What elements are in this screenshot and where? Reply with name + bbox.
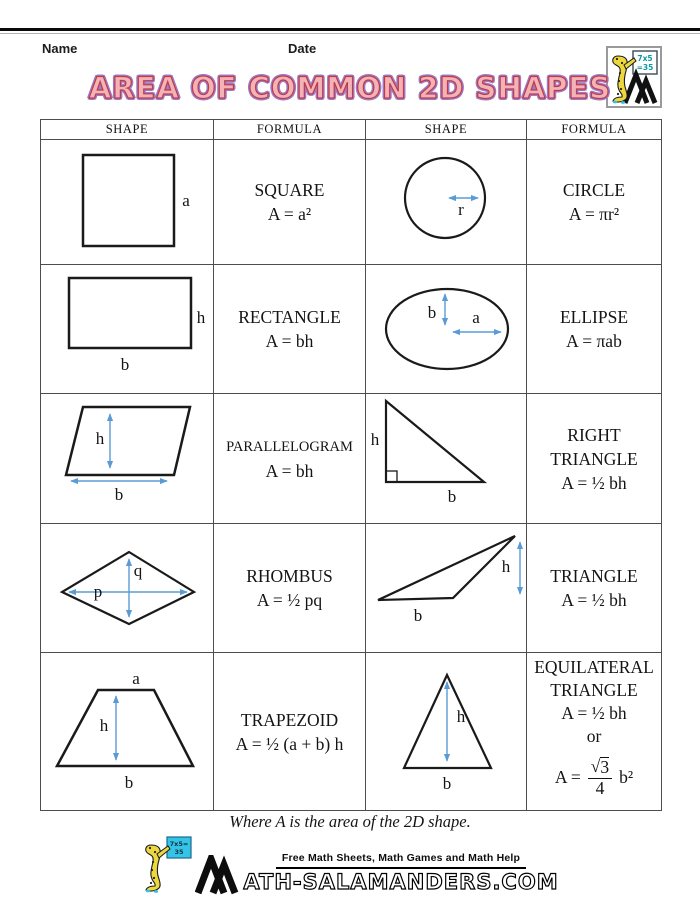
equilateral-formula-1: A = ½ bh [561,703,627,723]
footer-tagline: Free Math Sheets, Math Games and Math Help [276,852,526,869]
radical-sign: √ [590,756,601,776]
right-triangle-base-label: b [447,487,457,506]
circle-formula: A = πr² [568,204,620,224]
parallelogram-name: PARALLELOGRAM [226,438,353,455]
footer-logo-text [243,852,558,894]
formula-table [40,119,662,811]
circle-formula-cell [527,140,661,265]
parallelogram-shape-cell [41,394,214,524]
name-label: Name [42,41,78,56]
circle-shape-cell [366,140,527,265]
rhombus-p-label: p [93,582,103,601]
rhombus-name: RHOMBUS [246,566,333,586]
parallelogram-base-label: b [114,485,124,504]
ellipse-formula-cell [527,265,661,394]
header-formula-1: FORMULA [214,120,366,140]
triangle-formula-cell [527,524,661,653]
circle-name: CIRCLE [562,180,626,200]
rectangle-shape-cell [41,265,214,394]
triangle-name: TRIANGLE [550,566,638,586]
radicand: 3 [600,757,610,777]
parallelogram-formula: A = bh [265,460,314,481]
equilateral-formula-2-suffix: b² [619,767,634,788]
right-triangle-shape-cell [366,394,527,524]
equilateral-name-line2: TRIANGLE [550,680,638,700]
trapezoid-height-label: h [99,716,109,735]
rectangle-base-label: b [120,355,130,374]
equilateral-formula-2 [555,757,633,799]
triangle-base-label: b [413,606,423,625]
right-triangle-name-line1: RIGHT [567,424,621,445]
top-rule-thick [0,28,700,31]
ellipse-shape-cell [366,265,527,394]
ellipse-name: ELLIPSE [559,307,629,327]
ellipse-formula: A = πab [566,331,622,351]
denominator: 4 [595,778,605,799]
trapezoid-formula: A = ½ (a + b) h [235,733,344,754]
triangle-shape-cell [366,524,527,653]
rhombus-q-label: q [133,561,143,580]
footer-salamander-icon [141,836,193,894]
ellipse-b-label: b [427,303,437,322]
rhombus-formula-cell [214,524,366,653]
header-shape-1: SHAPE [41,120,214,140]
footer-logo [0,836,700,894]
sqrt3-over-4-fraction [588,757,612,799]
triangle-formula: A = ½ bh [561,590,627,610]
trapezoid-formula-cell [214,653,366,810]
rhombus-shape-cell [41,524,214,653]
equilateral-formula-2-prefix: A = [554,767,581,788]
trapezoid-name: TRAPEZOID [240,709,339,730]
footer-board-line2: 35 [174,848,184,856]
square-name: SQUARE [254,180,325,200]
rectangle-height-label: h [196,308,206,327]
trapezoid-base-label: b [124,773,134,792]
equilateral-base-label: b [442,774,452,793]
square-formula: A = a² [267,204,312,224]
square-side-label: a [182,191,190,210]
top-rule-thin [0,33,700,34]
right-triangle-name-line2: TRIANGLE [550,448,638,469]
trapezoid-top-label: a [132,669,140,688]
square-shape-cell [41,140,214,265]
trapezoid-shape-cell [41,653,214,810]
header-shape-2: SHAPE [366,120,527,140]
equilateral-or: or [586,726,602,746]
header-formula-2: FORMULA [527,120,661,140]
triangle-height-label: h [501,557,511,576]
parallelogram-height-label: h [95,429,105,448]
equilateral-formula-cell [527,653,661,810]
square-formula-cell [214,140,366,265]
equilateral-name-line1: EQUILATERAL [534,657,654,677]
logo-board-line2: =35 [636,63,654,72]
parallelogram-formula-cell [214,394,366,524]
page-title: AREA OF COMMON 2D SHAPES [88,71,612,105]
rectangle-formula-cell [214,265,366,394]
right-triangle-formula-cell [527,394,661,524]
right-triangle-formula: A = ½ bh [561,472,627,493]
footer-site-name: ATH-SALAMANDERS.COM [243,870,559,894]
rhombus-formula: A = ½ pq [256,590,323,610]
circle-radius-label: r [458,200,464,219]
right-triangle-height-label: h [370,430,380,449]
footnote: Where A is the area of the 2D shape. [229,812,471,831]
logo-board-line1: 7x5 [637,54,653,63]
rectangle-formula: A = bh [265,331,314,351]
footer-board-line1: 7x5= [170,840,189,848]
rectangle-name: RECTANGLE [238,307,341,327]
date-label: Date [288,41,317,56]
ellipse-a-label: a [472,308,480,327]
equilateral-shape-cell [366,653,527,810]
equilateral-height-label: h [456,707,466,726]
logo-m-icon [195,855,239,895]
